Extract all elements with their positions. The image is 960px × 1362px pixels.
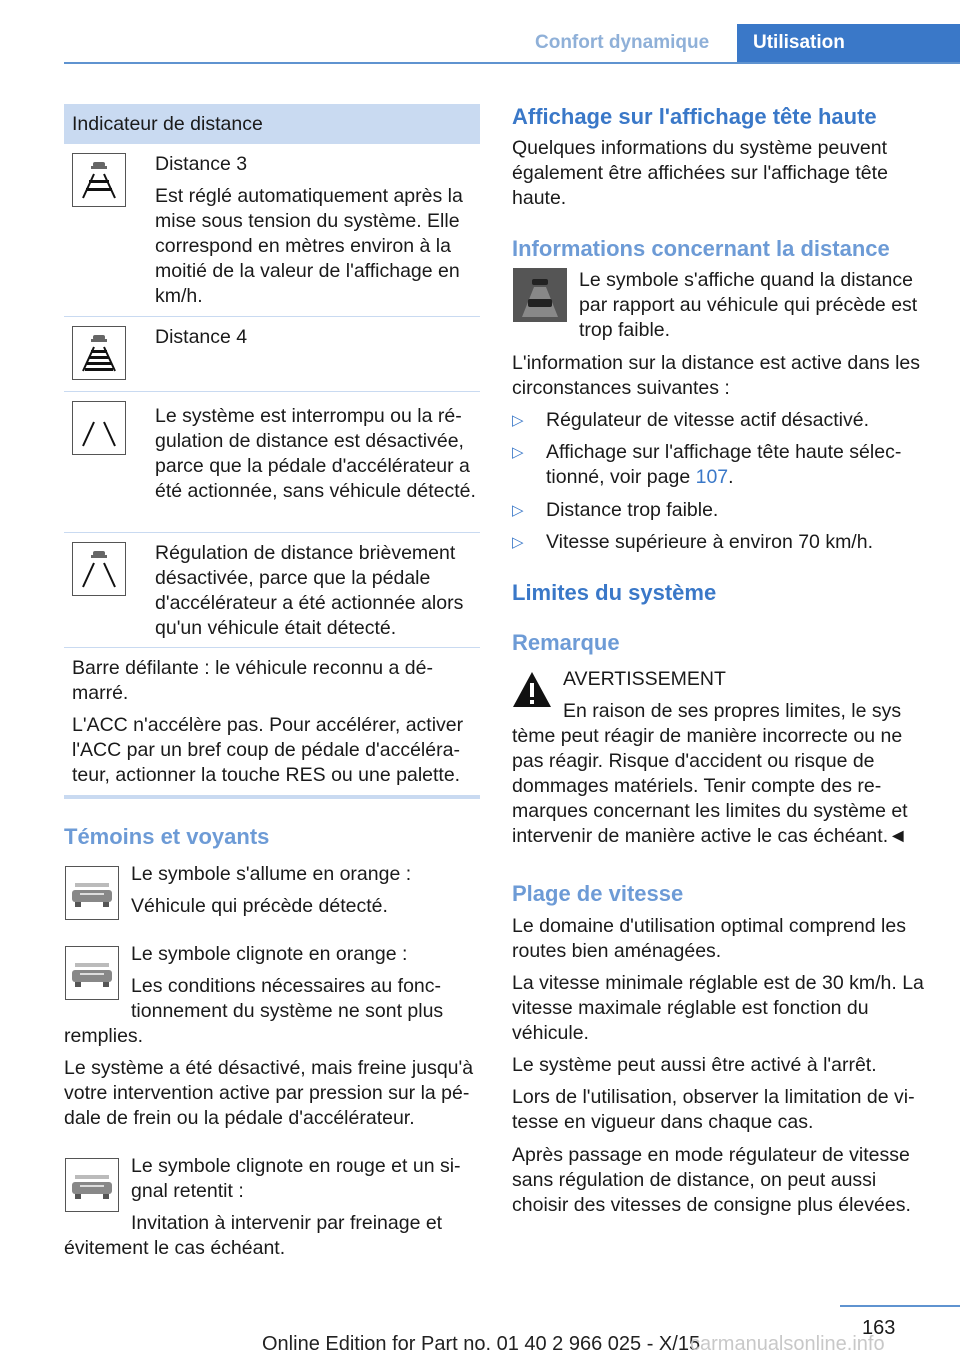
page-link[interactable]: 107 (695, 466, 729, 488)
distance-3-icon (72, 153, 126, 207)
paragraph: Le système peut aussi être activé à l'arrêt. (512, 1054, 877, 1076)
vehicle-ahead-icon (65, 866, 119, 920)
lamp-text: Le symbole clignote en orange : (131, 943, 408, 965)
distance-4-icon (72, 326, 126, 380)
header-chapter-tab: Utilisation (737, 24, 960, 62)
vehicle-ahead-red-icon (65, 1158, 119, 1212)
watermark: carmanualsonline.info (690, 1333, 885, 1355)
table-note: L'ACC n'accélère pas. Pour accélérer, activer l'ACC par un bref coup de pédale d'accélérateur, actionner la touche RES ou une palette. (72, 714, 464, 786)
paragraph: Le symbole s'affiche quand la distance par rapport au véhicule qui précède est trop faible. (579, 269, 918, 341)
subsection-heading: Remarque (512, 630, 620, 655)
warning-title: AVERTISSEMENT (563, 668, 726, 690)
table-row (64, 392, 480, 533)
row-text: Distance 4 (155, 326, 248, 348)
row-text: Le système est interrompu ou la régulation de distance est désactivée, parce que la pédale d'accélérateur a été actionnée, sans véhicule détecté. (155, 405, 476, 502)
header-rule (64, 62, 960, 64)
header-section-title: Confort dynamique (535, 32, 710, 53)
lamp-text: Le symbole s'allume en orange : (131, 863, 412, 885)
paragraph: Quelques informations du système peuvent également être affichées sur l'affichage tête haute. (512, 137, 888, 209)
paragraph: Lors de l'utilisation, observer la limitation de vitesse en vigueur dans chaque cas. (512, 1086, 915, 1133)
section-heading: Affichage sur l'affichage tête haute (512, 104, 877, 129)
hud-distance-icon (513, 268, 567, 322)
row-text: Est réglé automatiquement après la mise sous tension du système. Elle correspond en mètres environ à la moitié de la valeur de l'affichage en km/h. (155, 185, 463, 307)
footer-edition: Online Edition for Part no. 01 40 2 966 025 - X/15 (262, 1333, 701, 1355)
paragraph: Après passage en mode régulateur de vitesse sans régulation de distance, on peut aussi choisir des vitesses de consigne plus élevées. (512, 1144, 911, 1216)
lamp-text: évitement le cas échéant. (64, 1237, 286, 1259)
warning-triangle-icon (512, 670, 552, 710)
paragraph: Le domaine d'utilisation optimal comprend les routes bien aménagées. (512, 915, 906, 962)
distance-interrupted-icon (72, 401, 126, 455)
table-row (64, 533, 480, 648)
lamp-text: Invitation à intervenir par freinage et (131, 1212, 443, 1234)
footer-rule (840, 1305, 960, 1307)
table-row (64, 144, 480, 317)
table-note: Barre défilante : le véhicule reconnu a démarré. (72, 657, 433, 704)
section-heading: Témoins et voyants (64, 824, 270, 849)
lamp-text: Les conditions nécessaires au fonctionnement du système ne sont plus (131, 975, 444, 1022)
bullet-arrow-icon: ▷ (512, 444, 524, 461)
vehicle-ahead-flashing-icon (65, 946, 119, 1000)
bullet-arrow-icon: ▷ (512, 502, 524, 519)
row-text: Distance 3 (155, 153, 248, 175)
table-bottom-rule (64, 795, 480, 799)
distance-briefly-off-icon (72, 542, 126, 596)
lamp-text: Le symbole clignote en rouge et un signal retentit : (131, 1155, 461, 1202)
row-text: Régulation de distance brièvement désactivée, parce que la pédale d'accélérateur a été actionnée alors qu'un véhicule était détecté. (155, 542, 464, 639)
subsection-heading: Plage de vitesse (512, 881, 684, 906)
lamp-text: Véhicule qui précède détecté. (131, 895, 388, 917)
page-number: 163 (862, 1317, 896, 1339)
bullet-arrow-icon: ▷ (512, 412, 524, 429)
table-header: Indicateur de distance (64, 104, 480, 144)
warning-text: tème peut réagir de manière incorrecte ou ne pas réagir. Risque d'accident ou risque de dommages matériels. Tenir compte des remarques concernant les limites du système et intervenir de manière active le cas échéant.◄ (512, 725, 908, 847)
paragraph: La vitesse minimale réglable est de 30 km/h. La vitesse maximale réglable est fonction du véhicule. (512, 972, 924, 1044)
paragraph: L'information sur la distance est active dans les circonstances suivantes : (512, 352, 921, 399)
bullet-arrow-icon: ▷ (512, 534, 524, 551)
lamp-paragraph: Le système a été désactivé, mais freine jusqu'à votre intervention active par pression sur la pédale de frein ou la pédale d'accélérateur. (64, 1057, 474, 1129)
subsection-heading: Informations concernant la distance (512, 236, 890, 261)
section-heading: Limites du système (512, 580, 717, 605)
table-row (64, 317, 480, 392)
warning-text: En raison de ses propres limites, le sys (563, 700, 902, 722)
lamp-text: remplies. (64, 1025, 144, 1047)
